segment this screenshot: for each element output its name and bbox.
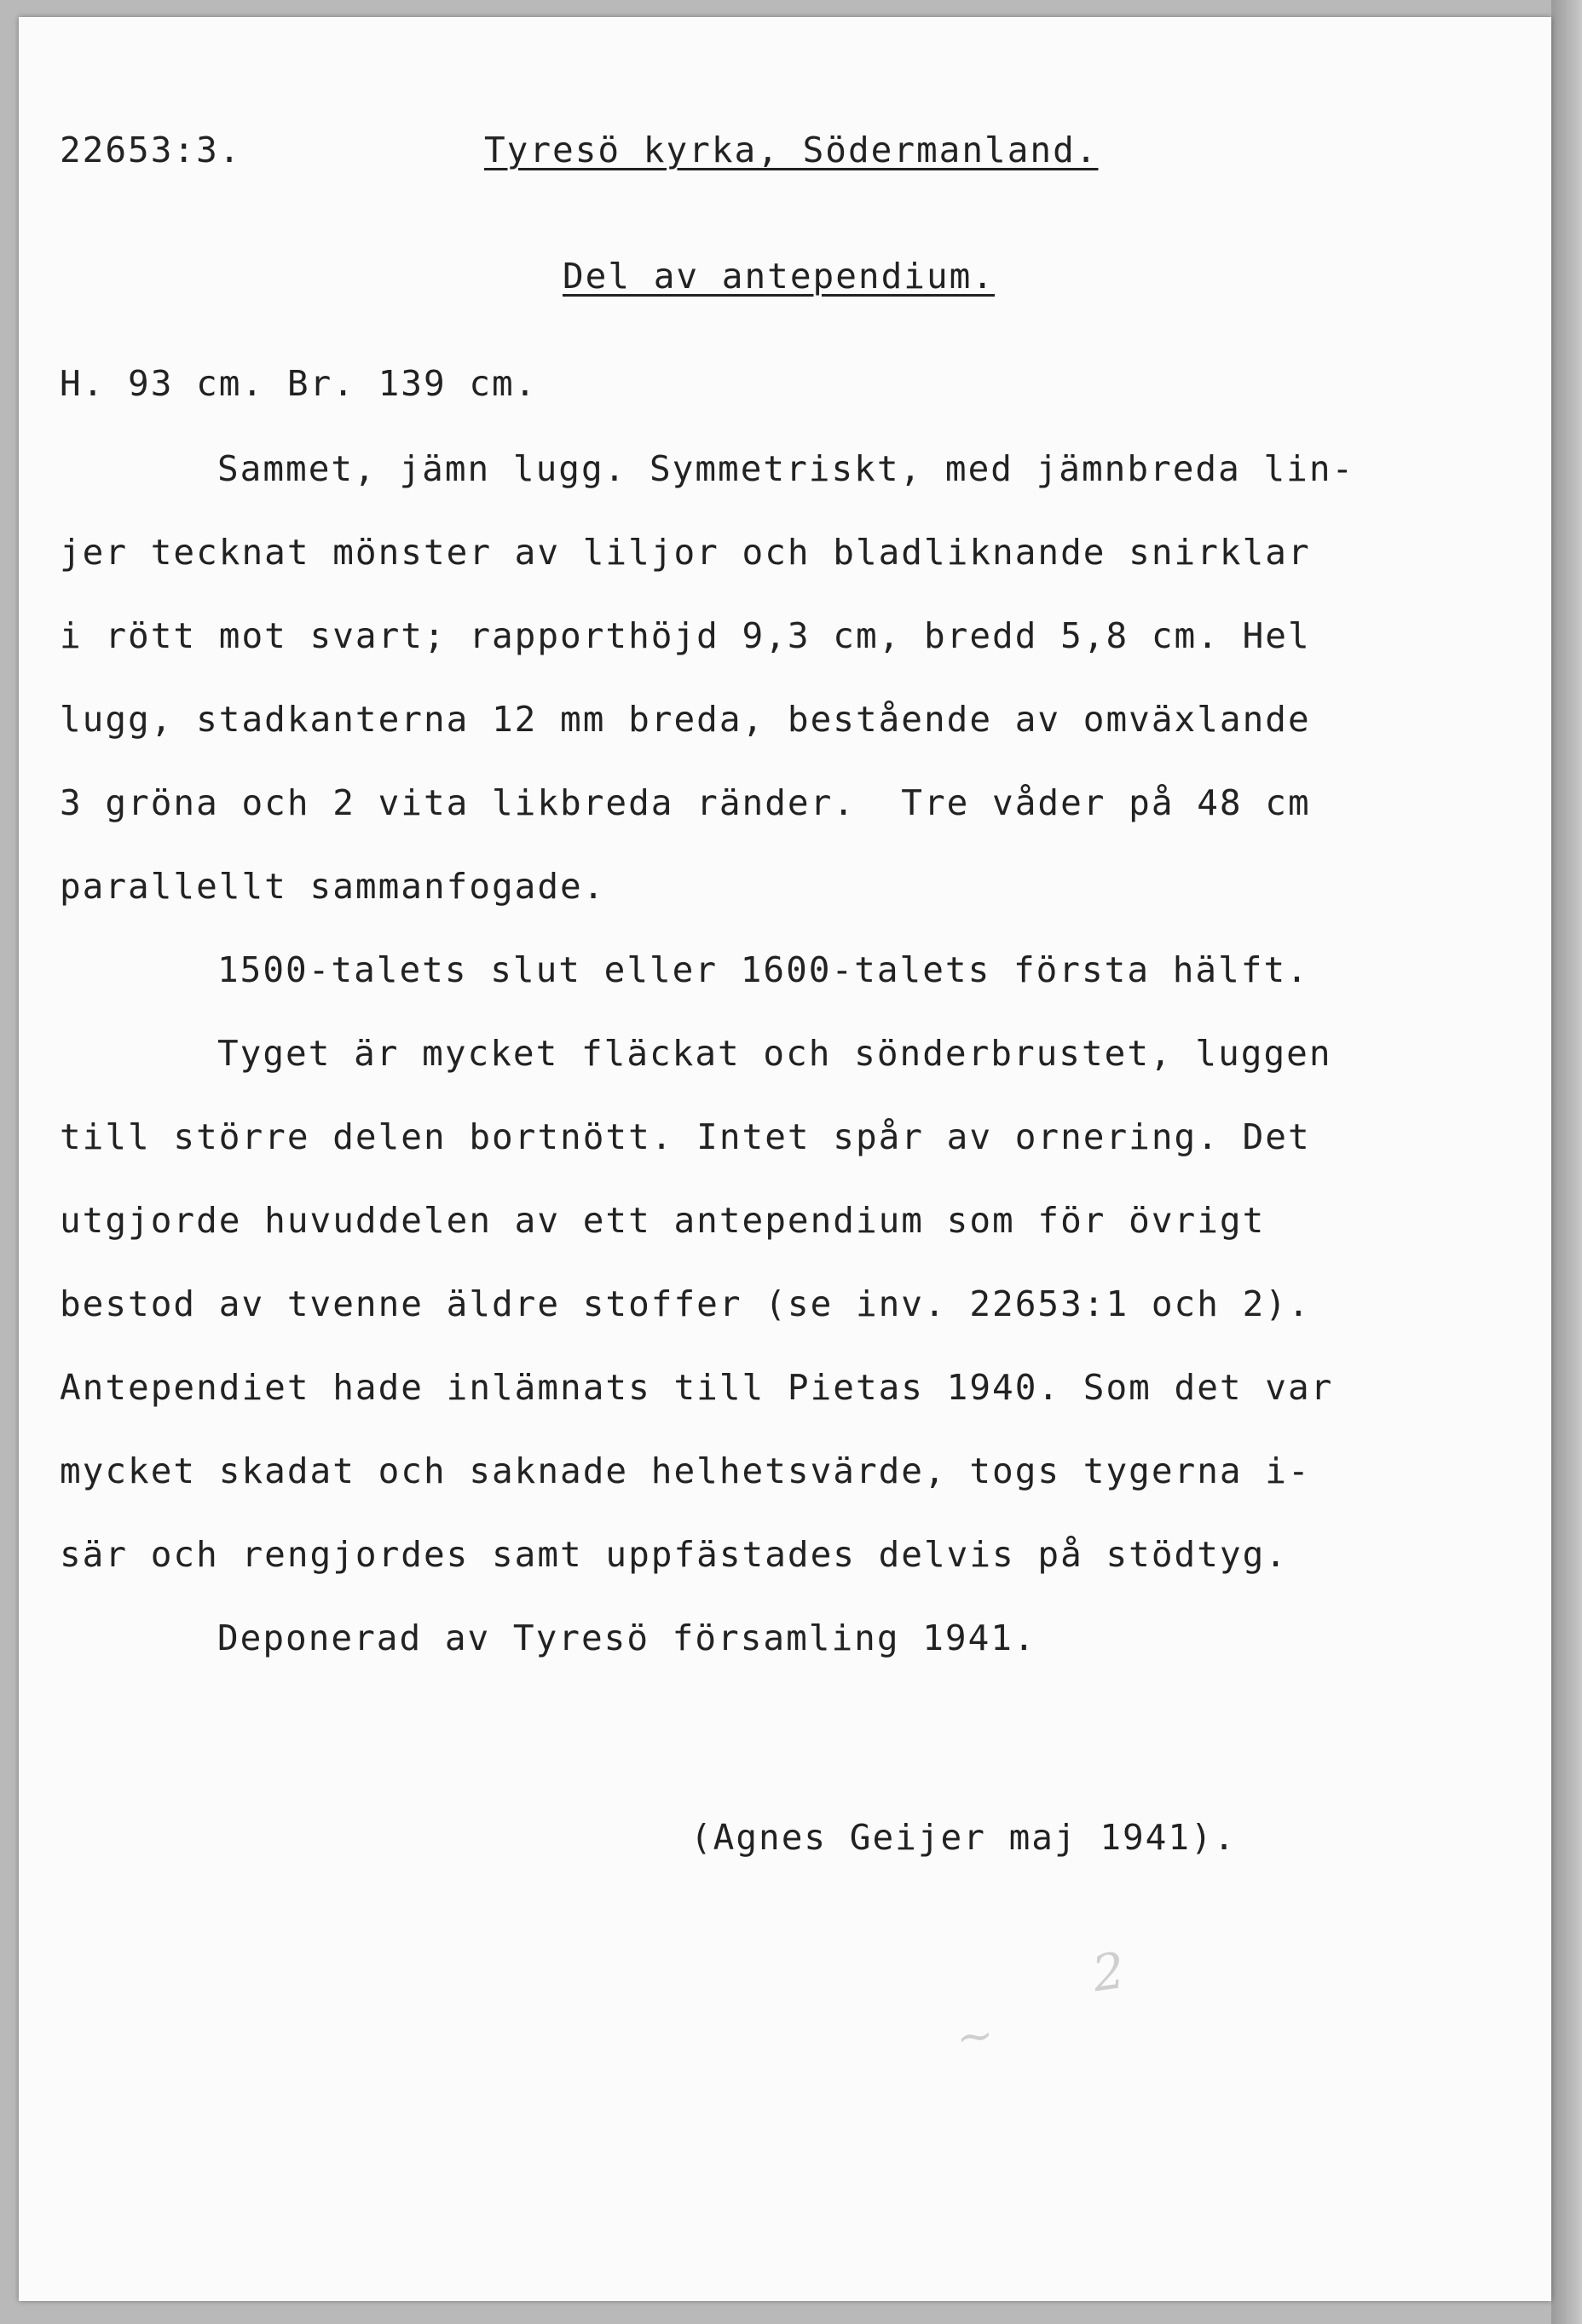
text-line: i rött mot svart; rapporthöjd 9,3 cm, bredd 5,8 cm. Hel	[60, 615, 1311, 656]
text-line: utgjorde huvuddelen av ett antependium som för övrigt	[60, 1200, 1266, 1241]
text-line: 1500-talets slut eller 1600-talets första hälft.	[217, 949, 1309, 990]
text-line: sär och rengjordes samt uppfästades delvis på stödtyg.	[60, 1534, 1288, 1575]
location-title: Tyresö kyrka, Södermanland.	[484, 130, 1099, 170]
text-line: Deponerad av Tyresö församling 1941.	[217, 1618, 1036, 1658]
author-signature-line: (Agnes Geijer maj 1941).	[690, 1817, 1237, 1858]
card-edge	[1551, 0, 1582, 2324]
text-line: bestod av tvenne äldre stoffer (se inv. 22653:1 och 2).	[60, 1283, 1311, 1324]
text-line: mycket skadat och saknade helhetsvärde, togs tygerna i-	[60, 1450, 1311, 1491]
text-line: Sammet, jämn lugg. Symmetriskt, med jämnbreda lin-	[217, 448, 1355, 489]
dimensions: H. 93 cm. Br. 139 cm.	[60, 363, 538, 404]
text-line: jer tecknat mönster av liljor och bladliknande snirklar	[60, 532, 1311, 573]
text-line: parallellt sammanfogade.	[60, 866, 606, 907]
text-line: Tyget är mycket fläckat och sönderbrustet, luggen	[217, 1033, 1332, 1074]
pencil-mark: 2	[1088, 1941, 1129, 2004]
accession-number: 22653:3.	[60, 130, 242, 170]
object-title: Del av antependium.	[563, 256, 995, 297]
text-line: lugg, stadkanterna 12 mm breda, bestående av omväxlande	[60, 699, 1311, 740]
text-line: Antependiet hade inlämnats till Pietas 1940. Som det var	[60, 1367, 1334, 1408]
text-line: 3 gröna och 2 vita likbreda ränder. Tre våder på 48 cm	[60, 782, 1311, 823]
pencil-mark: ~	[953, 2009, 996, 2065]
catalog-card	[19, 17, 1551, 2301]
text-line: till större delen bortnött. Intet spår av ornering. Det	[60, 1116, 1311, 1157]
